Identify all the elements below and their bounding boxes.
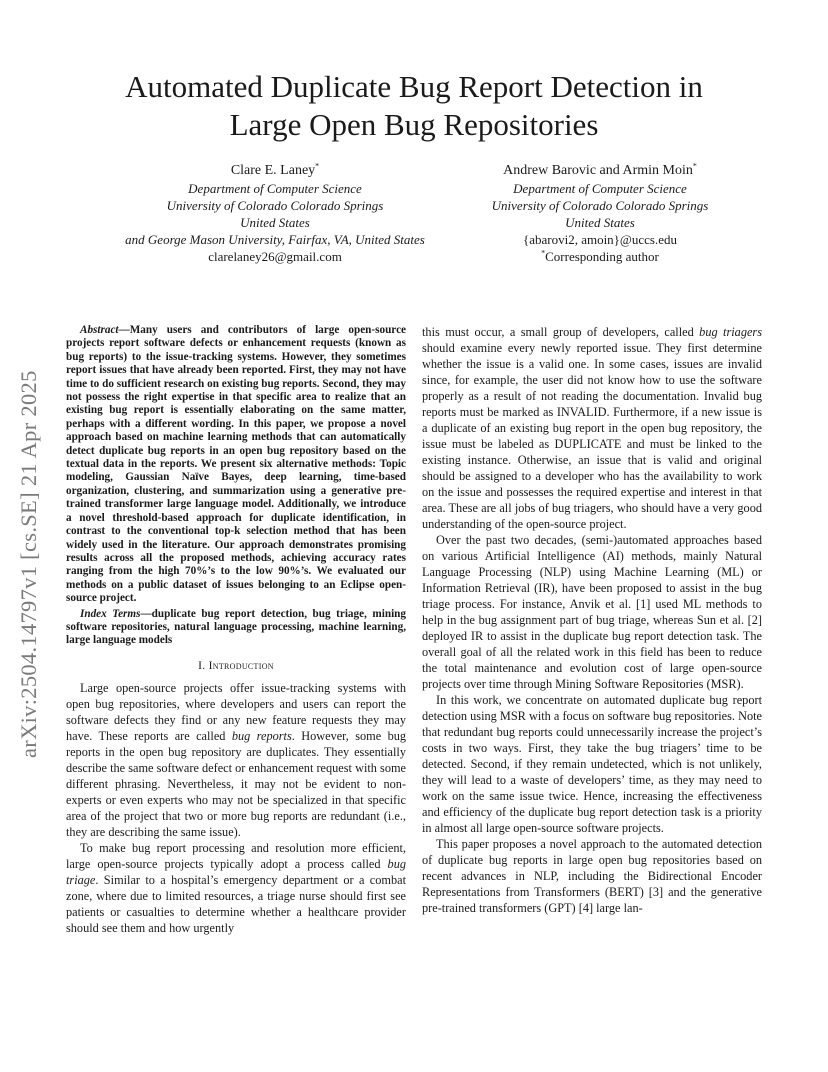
author-email: clarelaney26@gmail.com (208, 249, 342, 264)
intro-paragraph-5: In this work, we concentrate on automated duplicate bug report detection using MSR with a focus on software bug repositories. Note that redundant bug reports could unnecessarily increase the project’s costs in two ways. First, they take the bug triagers’ time to be detected. Second, if they remain undetected, which is not unlikely, they will lead to a waste of developers’ time, as they may need to work on the same issue twice. Hence, increasing the effectiveness and efficiency of the duplicate bug report detection task is a priority in almost all large open-source software projects. (422, 693, 762, 835)
author-country: United States (240, 215, 310, 230)
author-mark: * (315, 161, 320, 171)
title-line-1: Automated Duplicate Bug Report Detection in (125, 69, 703, 104)
abstract (66, 324, 406, 606)
index-terms-text: —duplicate bug report detection, bug triage, mining software repositories, natural language processing, machine learning, large language models (66, 607, 406, 647)
arxiv-identifier (10, 292, 50, 762)
arxiv-id-text: arXiv:2504.14797v1 [cs.SE] 21 Apr 2025 (16, 370, 41, 758)
index-terms (66, 608, 406, 648)
intro-paragraph-3: this must occur, a small group of developers, called bug triagers should examine every newly reported issue. They first determine whether the issue is a valid one. In some cases, issues are invalid since, for example, the user did not know how to use the software properly as a result of not reading the documentation. Invalid bug reports must be marked as INVALID. Furthermore, if a new issue is a duplicate of an existing bug report in the open bug repository, the issue must be labeled as DUPLICATE and must be linked to the existing instance. Otherwise, an issue that is valid and original should be assigned to a developer who has the availability to work on the issue and possesses the required expertise and interest in that area. These are all jobs of bug triagers, who should have a very good understanding of the open-source project. (422, 325, 762, 531)
title-line-2: Large Open Bug Repositories (229, 107, 599, 142)
author-name: Andrew Barovic and Armin Moin* (503, 161, 697, 178)
intro-paragraph-2: To make bug report processing and resolution more efficient, large open-source projects typically adopt a process called bug triage. Similar to a hospital’s emergency department or a combat zone, where due to limited resources, a triage nurse should first see patients or casualties to determine whether a healthcare provider should see them and how urgently (66, 840, 406, 935)
section-heading-introduction: I. Introduction (198, 659, 274, 672)
left-column (66, 324, 406, 936)
author-department: Department of Computer Science (188, 181, 362, 196)
abstract-label: Abstract (80, 324, 119, 336)
corresponding-author-note: *Corresponding author (541, 248, 659, 264)
right-column (422, 324, 762, 916)
intro-paragraph-6: This paper proposes a novel approach to the automated detection of duplicate bug reports in large open bug repositories based on recent advances in NLP, including the Bidirectional Encoder Representations from Transformers (BERT) [3] and the generative pre-trained transformers (GPT) [4] large lan- (422, 837, 762, 915)
index-terms-label: Index Terms (80, 607, 141, 620)
author-email: {abarovi2, amoin}@uccs.edu (522, 232, 678, 247)
intro-paragraph-4: Over the past two decades, (semi-)automated approaches based on various Artificial Intelligence (AI) methods, mainly Natural Language Processing (NLP) using Machine Learning (ML) or Information Retrieval (IR), have been proposed to assist in the bug triage process. For instance, Anvik et al. [1] used ML methods to help in the bug assignment part of bug triage, whereas Sun et al. [2] deployed IR to assist in the duplicate bug report detection task. The overall goal of all the related work in this field has been to reduce the total maintenance and evolution cost of large open-source projects over time through Mining Software Repositories (MSR). (422, 533, 762, 691)
author-university: University of Colorado Colorado Springs (491, 198, 709, 213)
author-department: Department of Computer Science (513, 181, 687, 196)
author-block-1 (95, 162, 455, 265)
author-university: University of Colorado Colorado Springs (166, 198, 384, 213)
author-name: Clare E. Laney* (230, 161, 320, 178)
author-mark: * (692, 161, 697, 171)
paper-title (0, 68, 828, 144)
author-country: United States (565, 215, 635, 230)
author-extra-affiliation: and George Mason University, Fairfax, VA, United States (125, 232, 425, 247)
intro-paragraph-1: Large open-source projects offer issue-tracking systems with open bug repositories, where developers and users can report the software defects they find or any new feature requests they may have. These reports are called bug reports. However, some bug reports in the open bug repository are duplicates. They essentially describe the same software defect or enhancement request with some different phrasing. Nevertheless, it may not be evident to non-experts or even experts who may not be specialized in that specific area of the project that two or more bug reports are redundant (i.e., they are describing the same issue). (66, 680, 407, 839)
author-block-2 (440, 162, 760, 265)
abstract-text: —Many users and contributors of large open-source projects report software defects or enhancement requests (known as bug reports) to the issue-tracking systems. However, they sometimes report issues that have already been reported. First, they may not have time to do sufficient research on existing bug reports. Second, they may not possess the right expertise in that specific area to realize that an existing bug report is essentially elaborating on the same matter, perhaps with a different wording. In this paper, we propose a novel approach based on machine learning methods that can automatically detect duplicate bug reports in an open bug repository based on the textual data in the reports. We present six alternative methods: Topic modeling, Gaussian Naïve Bayes, deep learning, time-based organization, clustering, and summarization using a generative pre-trained transformer large language model. Additionally, we introduce a novel threshold-based approach for duplicate identification, in contrast to the conventional top-k selection method that has been widely used in the literature. Our approach demonstrates promising results across all the proposed methods, achieving accuracy rates ranging from the high 70%’s to the low 90%’s. We evaluated our methods on a public dataset of issues belonging to an Eclipse open-source project. (66, 324, 406, 605)
